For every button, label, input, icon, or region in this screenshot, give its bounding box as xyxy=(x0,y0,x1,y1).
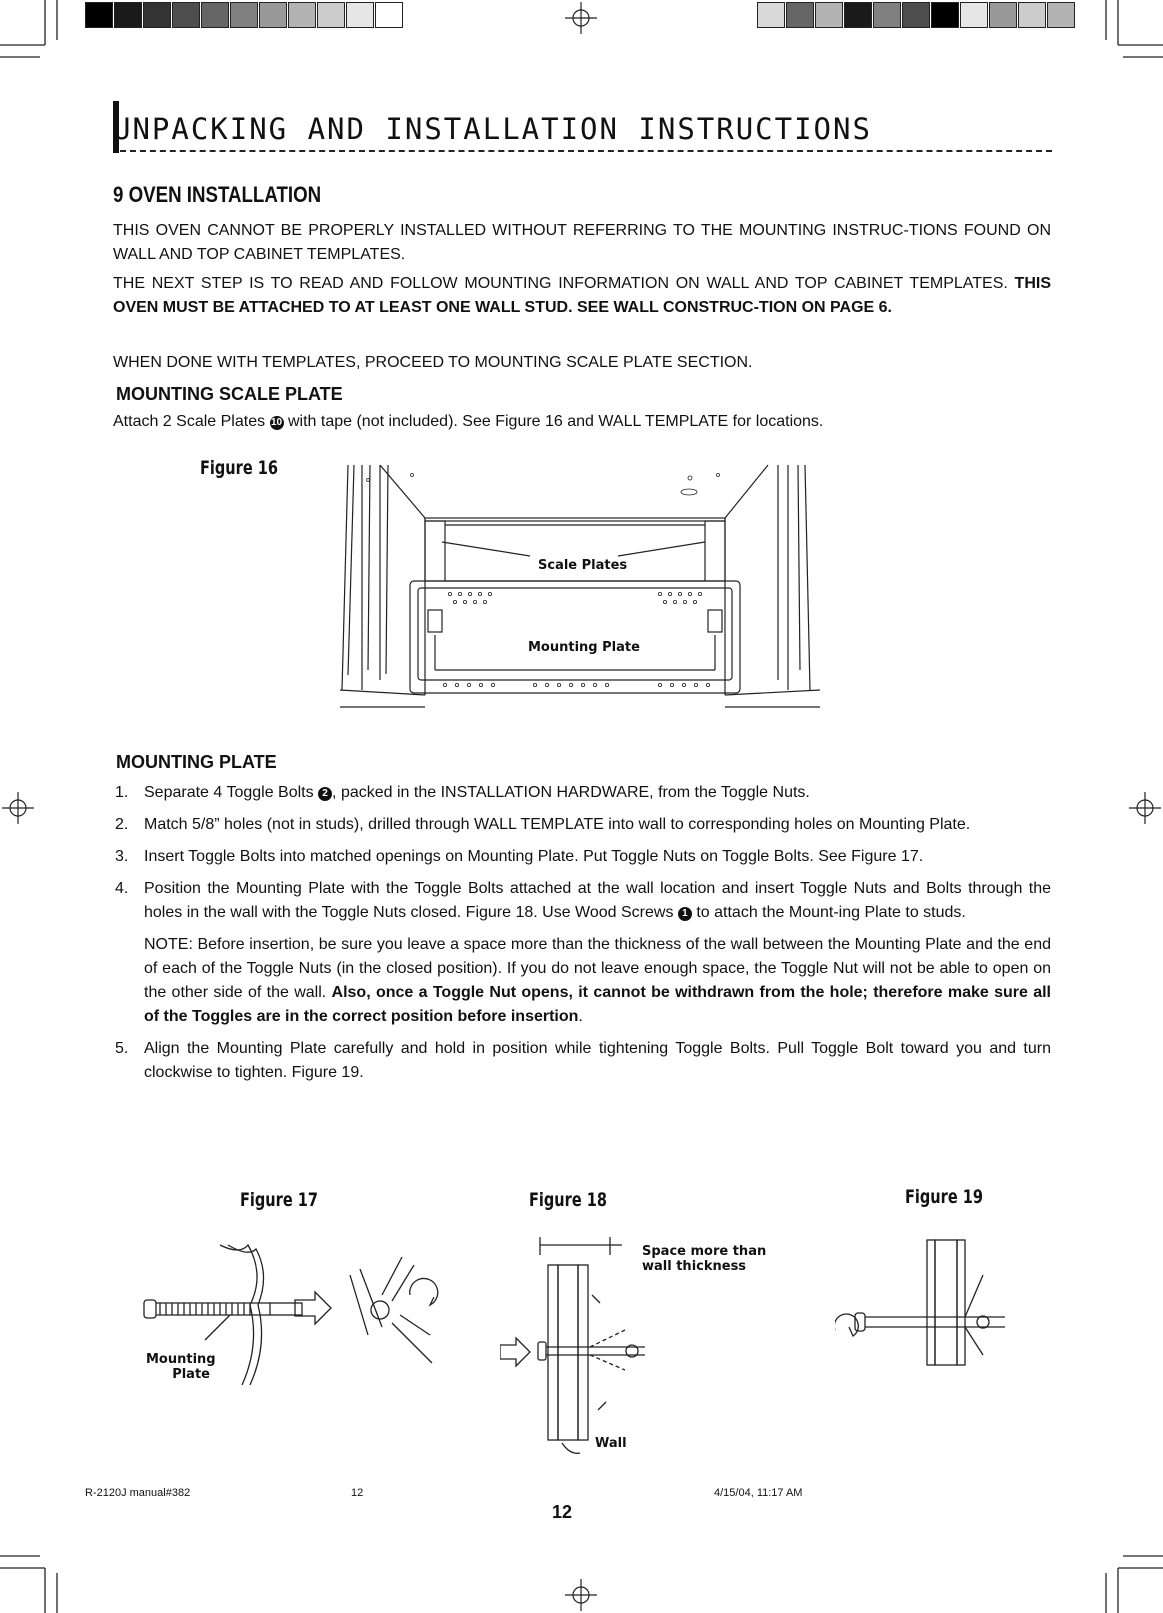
section-heading: 9 OVEN INSTALLATION xyxy=(113,182,322,207)
mounting-plate-label: Mounting Plate xyxy=(528,640,640,655)
step-5: 5. Align the Mounting Plate carefully and hold in position while tightening Toggle Bolts. Pull Toggle Bolt toward you and turn clockwise to tighten. Figure 19. xyxy=(115,1040,1051,1081)
wall-label: Wall xyxy=(595,1436,627,1451)
footer-date: 4/15/04, 11:17 AM xyxy=(714,1487,803,1499)
page-title: UNPACKING AND INSTALLATION INSTRUCTIONS xyxy=(113,112,872,146)
scale-plates-label: Scale Plates xyxy=(538,558,628,573)
step-2: 2. Match 5/8” holes (not in studs), drilled through WALL TEMPLATE into wall to corresponding holes on Mounting Plate. xyxy=(115,816,971,833)
step-3: 3. Insert Toggle Bolts into matched openings on Mounting Plate. Put Toggle Nuts on Toggle Bolts. See Figure 17. xyxy=(115,848,924,865)
part-number-badge: 1 xyxy=(678,907,692,921)
intro-paragraph-2: THE NEXT STEP IS TO READ AND FOLLOW MOUNTING INFORMATION ON WALL AND TOP CABINET TEMPLATES. THIS OVEN MUST BE ATTACHED TO AT LEAST ONE WALL STUD. SEE WALL CONSTRUC-TION ON PAGE 6. xyxy=(113,275,1051,316)
fig17-mounting-label: Mounting Plate xyxy=(146,1352,216,1382)
note-paragraph: NOTE: Before insertion, be sure you leave a space more than the thickness of the wall between the Mounting Plate and the end of each of the Toggle Nuts (in the closed position). If you do not leave enough space, the Toggle Nut will not be able to open on the other side of the wall. Also, once a Toggle Nut opens, it cannot be withdrawn from the hole; therefore make sure all of the Toggles are in the correct position before insertion. xyxy=(144,936,1051,1025)
step-1: 1. Separate 4 Toggle Bolts 2 , packed in the INSTALLATION HARDWARE, from the Toggle Nuts. xyxy=(115,784,810,801)
mounting-plate-heading: MOUNTING PLATE xyxy=(116,752,277,772)
intro-paragraph-3: WHEN DONE WITH TEMPLATES, PROCEED TO MOUNTING SCALE PLATE SECTION. xyxy=(113,354,753,371)
footer-page: 12 xyxy=(351,1487,364,1499)
figure-19-label: Figure 19 xyxy=(905,1186,983,1208)
step-4: 4. Position the Mounting Plate with the Toggle Bolts attached at the wall location and insert Toggle Nuts and Bolts through the holes in the wall with the Toggle Nuts closed. Figure 18. Use Wood Screws 1 to attach the Mount-ing Plate to studs. xyxy=(115,880,1051,921)
figure-19-illustration xyxy=(835,1235,1015,1375)
figure-16-illustration xyxy=(340,460,820,715)
figure-18-label: Figure 18 xyxy=(529,1189,607,1211)
figure-16-label: Figure 16 xyxy=(200,457,278,479)
space-label: Space more than wall thickness xyxy=(642,1244,767,1274)
scale-plate-heading: MOUNTING SCALE PLATE xyxy=(116,384,343,404)
mounting-steps-list xyxy=(115,781,1051,1093)
page-number: 12 xyxy=(552,1502,573,1522)
figure-17-label: Figure 17 xyxy=(240,1189,318,1211)
footer-file: R-2120J manual#382 xyxy=(85,1487,191,1499)
title-underline xyxy=(120,150,1052,152)
scale-plate-text: Attach 2 Scale Plates 10 with tape (not included). See Figure 16 and WALL TEMPLATE for locations. xyxy=(113,413,824,430)
intro-paragraph-1: THIS OVEN CANNOT BE PROPERLY INSTALLED WITHOUT REFERRING TO THE MOUNTING INSTRUC-TIONS FOUND ON WALL AND TOP CABINET TEMPLATES. xyxy=(113,222,1051,263)
part-number-badge: 2 xyxy=(318,787,332,801)
registration-mark-top xyxy=(565,2,597,34)
part-number-badge: 10 xyxy=(270,417,283,428)
